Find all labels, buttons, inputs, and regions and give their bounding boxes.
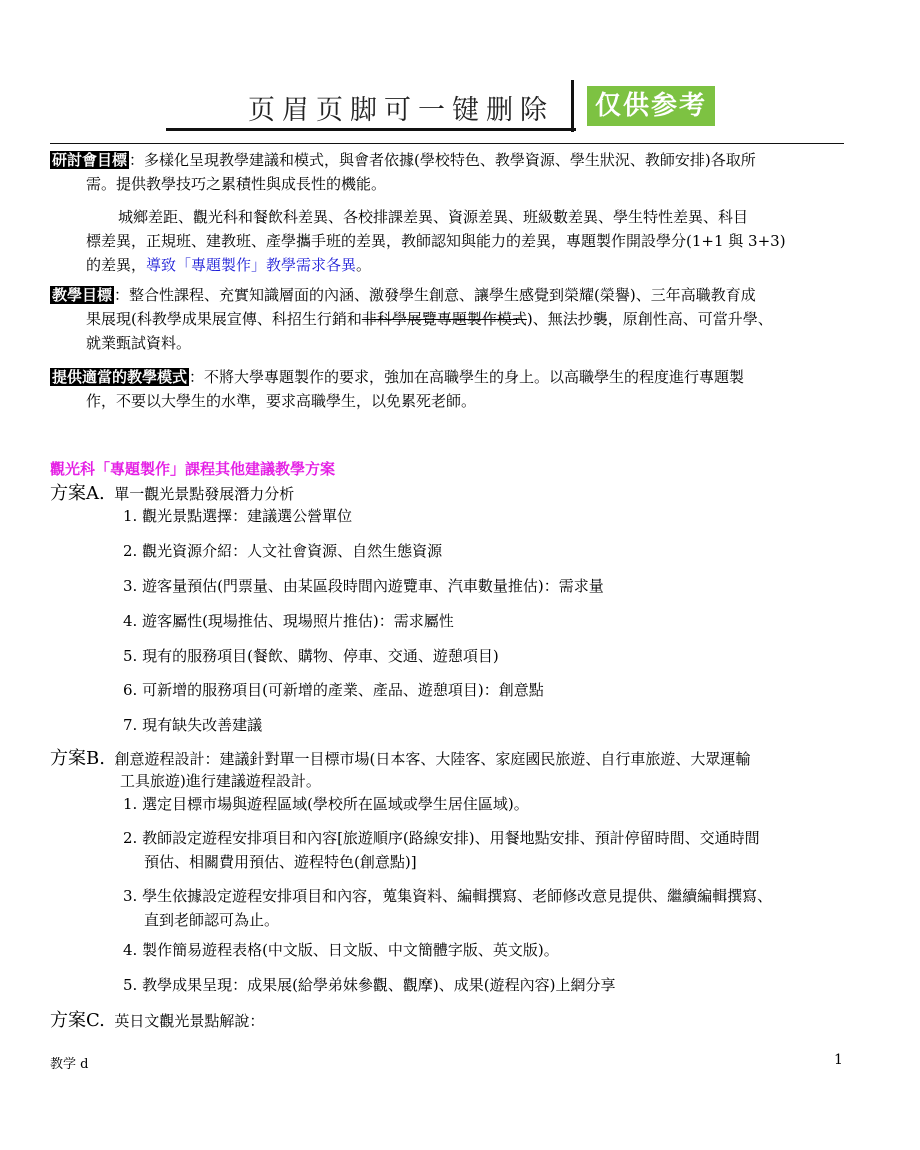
seminar-goal-label: 研討會目標 bbox=[52, 151, 128, 169]
plan-a-item: 6. 可新增的服務項目(可新增的產業、產品、遊憩項目)：創意點 bbox=[123, 681, 544, 699]
plan-a-item: 1. 觀光景點選擇：建議選公營單位 bbox=[123, 507, 353, 525]
seminar-goal-paragraph: 研討會目標 ：多樣化呈現教學建議和模式，與會者依據(學校特色、教學資源、學生狀況、教師安排)各取所 需。提供教學技巧之累積性與成長性的機能。 bbox=[52, 151, 756, 193]
plan-a-item: 4. 遊客屬性(現場推估、現場照片推估)：需求屬性 bbox=[123, 612, 454, 630]
teaching-goal-paragraph: 教學目標 ：整合性課程、充實知識層面的內涵、激發學生創意、讓學生感覺到榮耀(榮譽)、三年高職教育成 果展現(科教學成果展宣傳、科招生行銷和非科學展覽專題製作模式)、無法抄襲，原創性高、可當升學、 就業甄試資料。 bbox=[52, 286, 773, 352]
plan-b-item: 1. 選定目標市場與遊程區域(學校所在區域或學生居住區域)。 bbox=[123, 795, 529, 813]
plan-a-item: 5. 現有的服務項目(餐飲、購物、停車、交通、遊憩項目) bbox=[123, 647, 499, 665]
footer-label: 教学 d bbox=[50, 1057, 89, 1072]
header-title: 页眉页脚可一键删除 bbox=[248, 95, 554, 126]
plan-b-item: 3. 學生依據設定遊程安排項目和內容，蒐集資料、編輯撰寫、老師修改意見提供、繼續編輯撰寫、 直到老師認可為止。 bbox=[123, 887, 773, 929]
page-number: 1 bbox=[834, 1052, 843, 1068]
differences-paragraph: 城鄉差距、觀光科和餐飲科差異、各校排課差異、資源差異、班級數差異、學生特性差異、科目 標差異，正規班、建教班、產學攜手班的差異，教師認知與能力的差異，專題製作開設學分(1+1 與 3+3) 的差異，導致「專題製作」教學需求各異。 bbox=[86, 208, 786, 274]
header-rule bbox=[50, 143, 844, 144]
plan-a-item: 3. 遊客量預估(門票量、由某區段時間內遊覽車、汽車數量推估)：需求量 bbox=[123, 577, 604, 595]
struck-text: 非科學展覽專題製作模式 bbox=[361, 310, 527, 328]
teaching-goal-label: 教學目標 bbox=[52, 286, 113, 304]
plan-a-heading: 方案A. 單一觀光景點發展潛力分析 bbox=[50, 483, 295, 504]
plan-c-heading: 方案C. 英日文觀光景點解說： bbox=[50, 1010, 265, 1031]
plan-b-item: 4. 製作簡易遊程表格(中文版、日文版、中文簡體字版、英文版)。 bbox=[123, 941, 559, 959]
header-divider bbox=[571, 80, 574, 132]
teaching-mode-label: 提供適當的教學模式 bbox=[52, 368, 188, 386]
reference-badge: 仅供参考 bbox=[587, 86, 715, 126]
teaching-mode-paragraph: 提供適當的教學模式 ：不將大學專題製作的要求，強加在高職學生的身上。以高職學生的程度進行專題製 作，不要以大學生的水準，要求高職學生，以免累死老師。 bbox=[52, 368, 745, 410]
plan-a-item: 7. 現有缺失改善建議 bbox=[123, 716, 263, 734]
plan-b-item: 5. 教學成果呈現：成果展(給學弟妹參觀、觀摩)、成果(遊程內容)上網分享 bbox=[123, 976, 616, 994]
header-underline bbox=[166, 128, 576, 131]
plan-b-heading: 方案B. 創意遊程設計：建議針對單一目標市場(日本客、大陸客、家庭國民旅遊、自行車旅遊、大眾運輸 工具旅遊)進行建議遊程設計。 bbox=[50, 748, 751, 790]
highlighted-demand-text: 導致「專題製作」教學需求各異 bbox=[146, 256, 357, 274]
section-title: 觀光科「專題製作」課程其他建議教學方案 bbox=[50, 460, 336, 478]
plan-b-item: 2. 教師設定遊程安排項目和內容[旅遊順序(路線安排)、用餐地點安排、預計停留時間、交通時間 預估、相關費用預估、遊程特色(創意點)] bbox=[123, 829, 760, 871]
plan-a-item: 2. 觀光資源介紹：人文社會資源、自然生態資源 bbox=[123, 542, 443, 560]
